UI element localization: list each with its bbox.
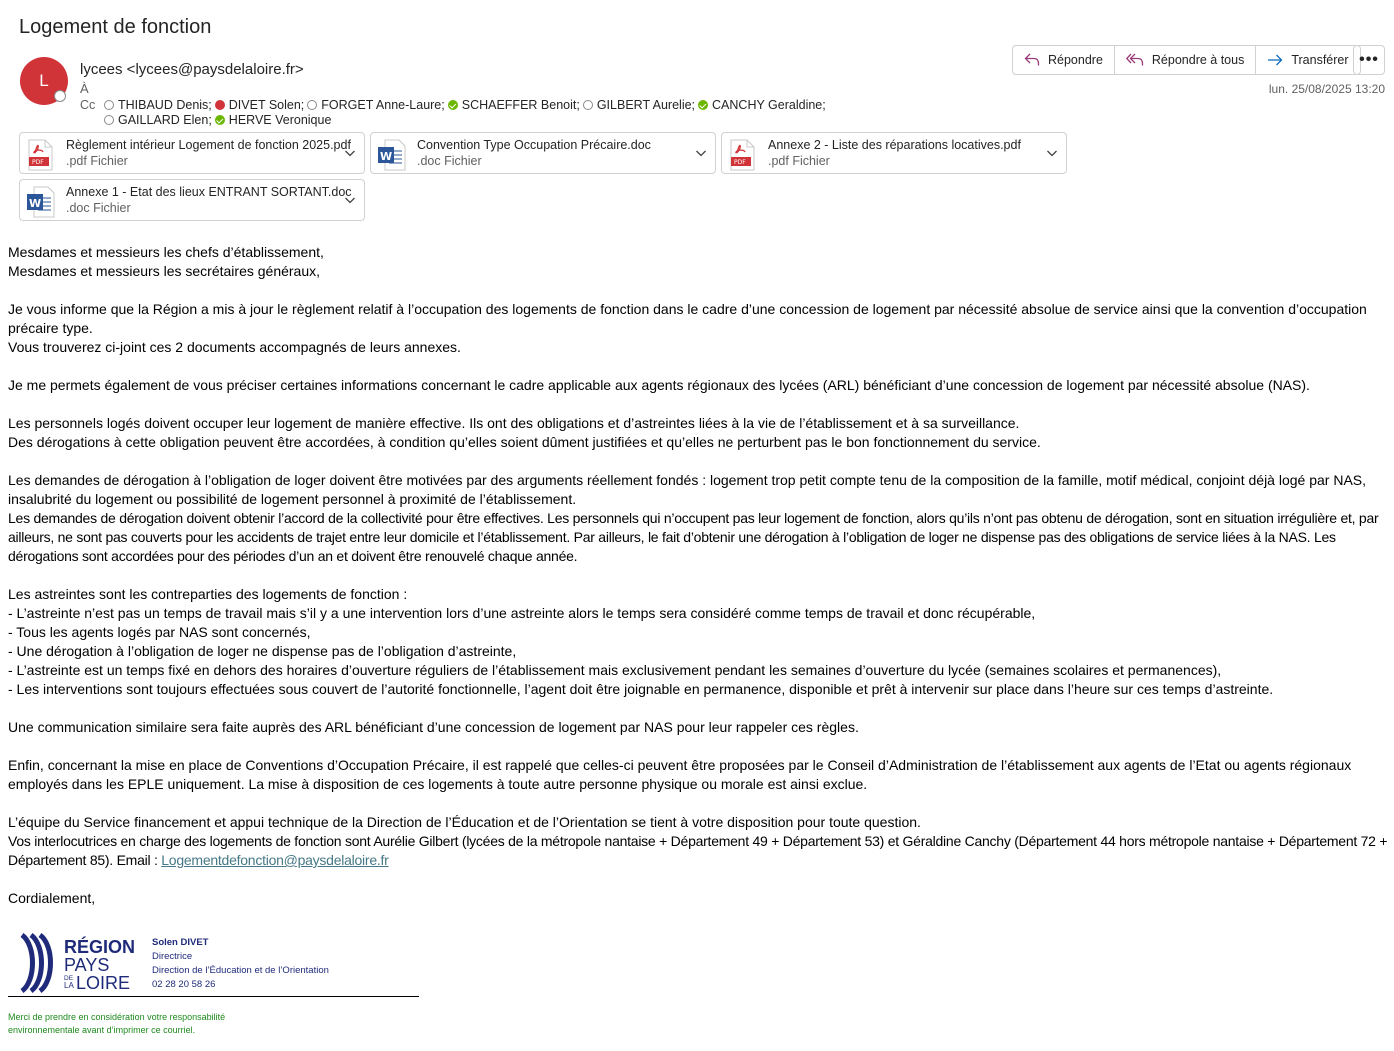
body-paragraph: Une communication similaire sera faite auprès des ARL bénéficiant d’une concession de logement par NAS pour leur rappeler ces règles.	[8, 719, 859, 735]
attachment-card[interactable]	[19, 132, 365, 174]
cc-recipient[interactable]	[215, 98, 305, 112]
signature-role: Directrice	[152, 951, 193, 962]
cc-line-2	[80, 113, 334, 127]
reply-toolbar	[1012, 45, 1361, 75]
closing: Cordialement,	[8, 890, 96, 906]
received-date: lun. 25/08/2025 13:20	[1268, 82, 1385, 96]
attachment-type: .pdf Fichier	[768, 154, 830, 168]
body-paragraph: Je me permets également de vous préciser certaines informations concernant le cadre applicable aux agents régionaux des lycées (ARL) bénéficiant d’une concession de logement par nécessité absolue (NAS).	[8, 377, 1310, 393]
body-paragraph	[8, 832, 1388, 870]
logo-region-text: RÉGION	[64, 937, 136, 957]
presence-offline-icon	[307, 100, 317, 110]
chevron-down-icon	[1046, 147, 1058, 159]
cc-recipient-name: GILBERT Aurelie;	[596, 98, 696, 112]
cc-recipient[interactable]	[583, 98, 695, 112]
reply-label: Répondre	[1048, 53, 1103, 67]
logo-pays-text: PAYS	[64, 955, 110, 975]
more-actions-button[interactable]: •••	[1353, 45, 1385, 75]
pdf-icon	[728, 139, 756, 171]
region-logo	[18, 933, 138, 995]
body-paragraph: Les demandes de dérogation doivent obtenir l’accord de la collectivité pour être effectives. Les personnels qui n’occupent pas leur logement de fonction, alors qu’ils n’ont pas obtenu de dérogation, sont en situation irrégulière et, par ailleurs, ne sont pas couverts pour les accidents de trajet entre leur domicile et l’établissement. Par ailleurs, le fait d’obtenir une dérogation à l’obligation de loger ne dispense pas des obligations de service liées à la NAS. Les dérogations sont accordées pour des périodes d’un an et doivent être renouvelé chaque année.	[8, 510, 1379, 564]
forward-arrow-icon	[1267, 54, 1283, 66]
presence-offline-icon	[54, 90, 66, 102]
reply-button[interactable]	[1013, 46, 1115, 74]
body-paragraph: Vous trouverez ci-joint ces 2 documents accompagnés de leurs annexes.	[8, 339, 461, 355]
logo-la-text: LA	[64, 981, 74, 990]
contacts-text: Vos interlocutrices en charge des logements de fonction sont Aurélie Gilbert (lycées de la métropole nantaise + Département 49 + Département 53) et Géraldine Canchy (Département 44 hors métropole nantaise + Département 72 + Département 85). Email :	[8, 833, 1388, 868]
cc-recipients	[104, 113, 334, 127]
email-subject: Logement de fonction	[19, 16, 212, 38]
cc-label: Cc	[80, 98, 96, 112]
signature-name: Solen DIVET	[152, 937, 209, 948]
to-label: À	[80, 81, 89, 96]
eco-notice-line: Merci de prendre en considération votre responsabilité	[8, 1012, 226, 1022]
sender-name[interactable]: lycees <lycees@paysdelaloire.fr>	[80, 61, 304, 78]
body-paragraph: Les demandes de dérogation à l’obligation de loger doivent être motivées par des arguments réellement fondés : logement trop petit compte tenu de la composition de la famille, motif médical, conjoint déjà logé par NAS, insalubrité du logement ou possibilité de logement personnel à proximité de l’établissement.	[8, 472, 1367, 507]
signature-block	[152, 936, 329, 992]
word-icon	[377, 139, 407, 171]
cc-recipient[interactable]	[215, 113, 332, 127]
cc-recipient-name: SCHAEFFER Benoit;	[461, 98, 580, 112]
forward-label: Transférer	[1291, 53, 1349, 67]
cc-recipient-name: HERVE Veronique	[228, 113, 332, 127]
cc-recipient[interactable]	[104, 98, 212, 112]
presence-offline-icon	[583, 100, 593, 110]
pdf-icon	[26, 139, 54, 171]
signature-department: Direction de l’Éducation et de l’Orientation	[152, 965, 329, 976]
body-paragraph: L’équipe du Service financement et appui technique de la Direction de l’Éducation et de l’Orientation se tient à votre disposition pour toute question.	[8, 814, 921, 830]
cc-recipient[interactable]	[698, 98, 826, 112]
bullet-item: - Les interventions sont toujours effectuées sous couvert de l’autorité fonctionnelle, l’agent doit être joignable en permanence, disponible et prêt à intervenir sur place dans l’heure sur ces temps d’astreinte.	[8, 681, 1274, 697]
svg-text:PDF: PDF	[734, 159, 746, 166]
svg-text:W: W	[380, 150, 393, 163]
attachment-type: .pdf Fichier	[66, 154, 128, 168]
logo-loire-text: LOIRE	[76, 973, 131, 993]
presence-busy-icon	[215, 100, 225, 110]
chevron-down-icon	[344, 147, 356, 159]
attachment-card[interactable]	[370, 132, 716, 174]
presence-available-icon	[698, 100, 708, 110]
reply-all-button[interactable]	[1115, 46, 1256, 74]
attachment-name: Règlement intérieur Logement de fonction 2025.pdf	[66, 138, 351, 152]
cc-line-1	[80, 98, 829, 112]
forward-button[interactable]	[1256, 46, 1359, 74]
cc-recipient-name: GAILLARD Elen;	[118, 113, 212, 127]
cc-recipient[interactable]	[104, 113, 212, 127]
presence-available-icon	[215, 115, 225, 125]
cc-recipient-name: FORGET Anne-Laure;	[321, 98, 445, 112]
attachment-type: .doc Fichier	[417, 154, 482, 168]
reply-all-label: Répondre à tous	[1151, 53, 1245, 67]
eco-notice	[8, 1011, 225, 1036]
presence-offline-icon	[104, 100, 114, 110]
logo-de-text: DE	[64, 975, 74, 982]
body-paragraph: Mesdames et messieurs les chefs d’établissement,	[8, 244, 324, 260]
body-paragraph: Les personnels logés doivent occuper leur logement de manière effective. Ils ont des obligations et d’astreintes liées à la vie de l’établissement et à sa surveillance.	[8, 415, 1020, 431]
body-paragraph: Mesdames et messieurs les secrétaires généraux,	[8, 263, 321, 279]
bullet-item: - L’astreinte n’est pas un temps de travail mais s’il y a une intervention lors d’une astreinte alors le temps sera considéré comme temps de travail et donc récupérable,	[8, 605, 1036, 621]
presence-offline-icon	[104, 115, 114, 125]
cc-recipient-name: THIBAUD Denis;	[118, 98, 212, 112]
bullet-item: - Tous les agents logés par NAS sont concernés,	[8, 624, 311, 640]
cc-recipient-name: DIVET Solen;	[228, 98, 305, 112]
attachment-card[interactable]	[19, 179, 365, 221]
cc-recipient[interactable]	[307, 98, 444, 112]
attachment-name: Annexe 1 - Etat des lieux ENTRANT SORTANT.doc	[66, 185, 352, 199]
cc-recipient-name: CANCHY Geraldine;	[712, 98, 826, 112]
presence-available-icon	[448, 100, 458, 110]
body-paragraph: Enfin, concernant la mise en place de Conventions d’Occupation Précaire, il est rappelé que celles-ci peuvent être proposées par le Conseil d’Administration de l’établissement aux agents de l’Etat ou agents régionaux employés dans les EPLE uniquement. La mise à disposition de ces logements à toute autre personne physique ou morale est ainsi exclue.	[8, 757, 1352, 792]
body-paragraph: Des dérogations à cette obligation peuvent être accordées, à condition qu’elles soient dûment justifiées et qu’elles ne perturbent pas le bon fonctionnement du service.	[8, 434, 1041, 450]
word-icon	[26, 186, 56, 218]
message-body	[8, 243, 1388, 908]
attachment-name: Annexe 2 - Liste des réparations locatives.pdf	[768, 138, 1021, 152]
svg-text:W: W	[29, 197, 42, 210]
body-paragraph: Les astreintes sont les contreparties des logements de fonction :	[8, 586, 408, 602]
signature-phone: 02 28 20 58 26	[152, 979, 216, 990]
svg-text:PDF: PDF	[32, 159, 44, 166]
chevron-down-icon	[695, 147, 707, 159]
attachment-type: .doc Fichier	[66, 201, 131, 215]
cc-recipients	[104, 98, 829, 112]
email-link[interactable]: Logementdefonction@paysdelaloire.fr	[161, 852, 389, 868]
attachment-name: Convention Type Occupation Précaire.doc	[417, 138, 651, 152]
attachment-card[interactable]	[721, 132, 1067, 174]
chevron-down-icon	[344, 194, 356, 206]
body-paragraph: Je vous informe que la Région a mis à jour le règlement relatif à l’occupation des logements de fonction dans le cadre d’une concession de logement par nécessité absolue de service ainsi que la convention d’occupation précaire type.	[8, 301, 1367, 336]
cc-recipient[interactable]	[448, 98, 580, 112]
bullet-item: - Une dérogation à l’obligation de loger ne dispense pas de l’obligation d’astreinte,	[8, 643, 517, 659]
eco-notice-line: environnementale avant d’imprimer ce courriel.	[8, 1024, 196, 1035]
bullet-item: - L’astreinte est un temps fixé en dehors des horaires d’ouverture réguliers de l’établissement mais exclusivement pendant les semaines d’ouverture du lycée (semaines scolaires et permanences),	[8, 662, 1222, 678]
avatar-initial: L	[39, 71, 49, 90]
reply-all-icon	[1126, 53, 1144, 67]
reply-icon	[1024, 53, 1040, 67]
signature-divider	[8, 996, 419, 997]
